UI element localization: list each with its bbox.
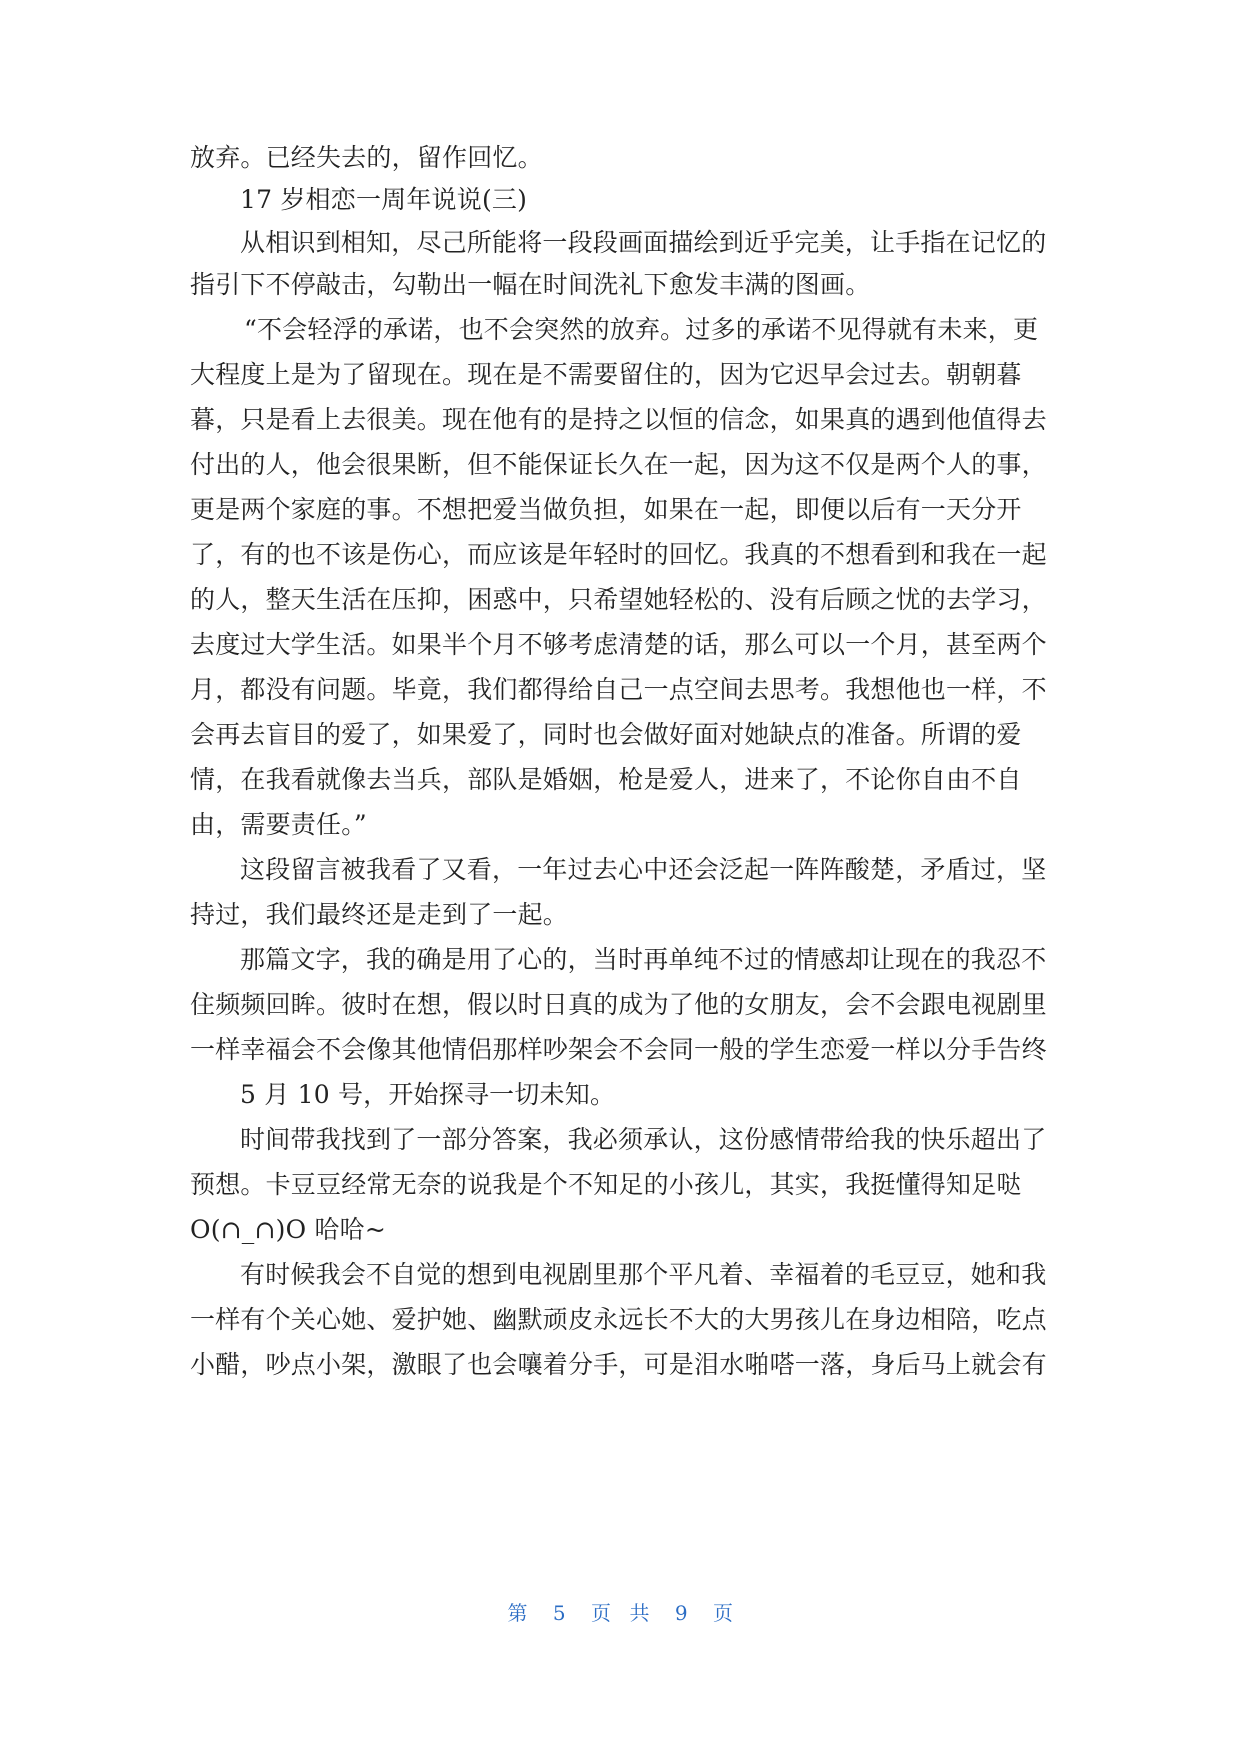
- text-line: 持过，我们最终还是走到了一起。: [190, 900, 569, 929]
- text-line: 从相识到相知，尽己所能将一段段画面描绘到近乎完美，让手指在记忆的: [240, 228, 1047, 257]
- text-line: 那篇文字，我的确是用了心的，当时再单纯不过的情感却让现在的我忍不: [240, 945, 1047, 974]
- text-line: 有时候我会不自觉的想到电视剧里那个平凡着、幸福着的毛豆豆，她和我: [240, 1260, 1047, 1289]
- footer-ye-2: 页: [712, 1601, 734, 1625]
- text-line: 这段留言被我看了又看，一年过去心中还会泛起一阵阵酸楚，矛盾过，坚: [240, 855, 1047, 884]
- text-line: 大程度上是为了留现在。现在是不需要留住的，因为它迟早会过去。朝朝暮: [190, 360, 1022, 389]
- text-line: 小醋，吵点小架，激眼了也会嚷着分手，可是泪水啪嗒一落，身后马上就会有: [190, 1350, 1047, 1379]
- section-heading: 17 岁相恋一周年说说(三): [240, 185, 528, 214]
- page-footer: [0, 1598, 1241, 1628]
- footer-di: 第: [507, 1601, 529, 1625]
- footer-total-pages: 9: [674, 1601, 689, 1625]
- footer-gong: 共: [629, 1601, 650, 1625]
- text-line: 一样有个关心她、爱护她、幽默顽皮永远长不大的大男孩儿在身边相陪，吃点: [190, 1305, 1047, 1334]
- text-line: 一样幸福会不会像其他情侣那样吵架会不会同一般的学生恋爱一样以分手告终: [190, 1035, 1047, 1064]
- text-line: 去度过大学生活。如果半个月不够考虑清楚的话，那么可以一个月，甚至两个: [190, 630, 1047, 659]
- text-line: 放弃。已经失去的，留作回忆。: [190, 143, 543, 172]
- footer-ye: 页: [591, 1601, 612, 1625]
- text-line: 5 月 10 号，开始探寻一切未知。: [240, 1080, 616, 1109]
- text-line: 时间带我找到了一部分答案，我必须承认，这份感情带给我的快乐超出了: [240, 1125, 1047, 1154]
- text-line: 会再去盲目的爱了，如果爱了，同时也会做好面对她缺点的准备。所谓的爱: [190, 720, 1022, 749]
- text-line: 更是两个家庭的事。不想把爱当做负担，如果在一起，即便以后有一天分开: [190, 495, 1022, 524]
- text-line: 预想。卡豆豆经常无奈的说我是个不知足的小孩儿，其实，我挺懂得知足哒: [190, 1170, 1022, 1199]
- text-line: 情，在我看就像去当兵，部队是婚姻，枪是爱人，进来了，不论你自由不自: [190, 765, 1022, 794]
- text-line: “不会轻浮的承诺，也不会突然的放弃。过多的承诺不见得就有未来，更: [244, 315, 1039, 344]
- text-line: 暮，只是看上去很美。现在他有的是持之以恒的信念，如果真的遇到他值得去: [190, 405, 1047, 434]
- text-line: O(∩_∩)O 哈哈~: [190, 1215, 386, 1244]
- text-line: 月，都没有问题。毕竟，我们都得给自己一点空间去思考。我想他也一样，不: [190, 675, 1047, 704]
- text-line: 付出的人，他会很果断，但不能保证长久在一起，因为这不仅是两个人的事，: [190, 450, 1047, 479]
- text-line: 由，需要责任。”: [190, 810, 367, 839]
- text-line: 的人，整天生活在压抑，困惑中，只希望她轻松的、没有后顾之忧的去学习，: [190, 585, 1047, 614]
- text-line: 了，有的也不该是伤心，而应该是年轻时的回忆。我真的不想看到和我在一起: [190, 540, 1047, 569]
- text-line: 住频频回眸。彼时在想，假以时日真的成为了他的女朋友，会不会跟电视剧里: [190, 990, 1047, 1019]
- footer-current-page: 5: [552, 1601, 567, 1625]
- text-line: 指引下不停敲击，勾勒出一幅在时间洗礼下愈发丰满的图画。: [190, 270, 871, 299]
